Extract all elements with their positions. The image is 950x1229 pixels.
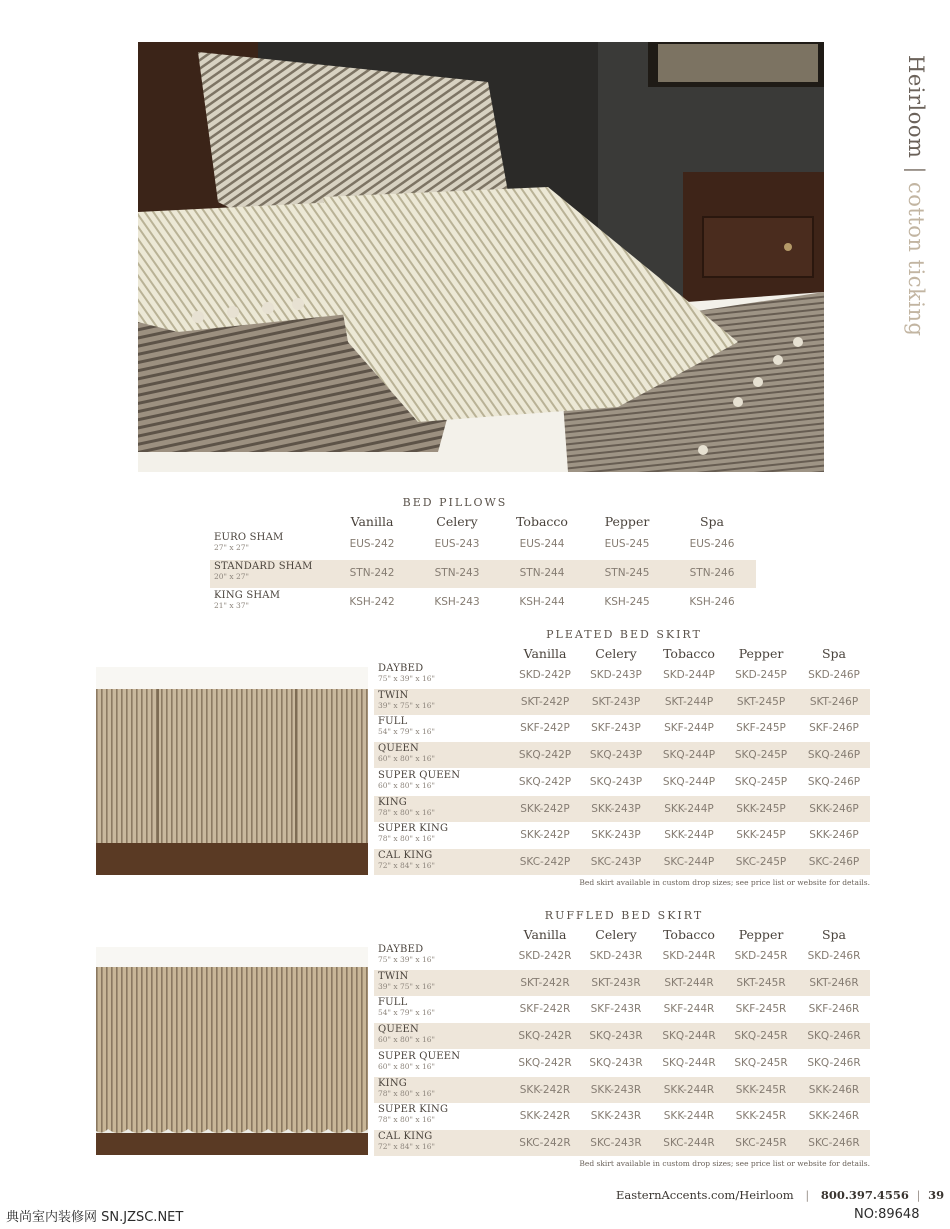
- section-title: RUFFLED BED SKIRT: [544, 909, 704, 922]
- column-header: Tobacco: [663, 646, 715, 661]
- size-name: CAL KING: [378, 849, 433, 861]
- sku-code: STN-245: [604, 567, 650, 579]
- sku-code: SKQ-242R: [518, 1056, 572, 1069]
- sku-code: SKK-246P: [809, 829, 859, 842]
- size-dimensions: 78" x 80" x 16": [378, 834, 435, 844]
- sku-code: SKQ-245R: [734, 1030, 788, 1043]
- sku-code: SKD-245R: [734, 950, 788, 962]
- sku-code: SKT-244R: [664, 976, 714, 989]
- size-dimensions: 60" x 80" x 16": [378, 1061, 435, 1071]
- sku-code: SKD-246R: [807, 950, 861, 962]
- size-dimensions: 39" x 75" x 16": [378, 981, 435, 991]
- sku-code: SKF-245R: [735, 1003, 787, 1016]
- side-title: [900, 55, 930, 337]
- sku-code: SKQ-244R: [662, 1030, 716, 1043]
- sku-code: SKK-245P: [736, 829, 786, 842]
- table-row: [374, 1050, 870, 1076]
- footer-separator: |: [805, 1188, 810, 1202]
- sku-code: EUS-246: [689, 538, 735, 550]
- size-name: TWIN: [378, 970, 409, 982]
- sku-code: KSH-242: [349, 596, 395, 608]
- sku-code: EUS-243: [434, 538, 480, 550]
- side-title-separator: |: [904, 166, 928, 174]
- size-name: SUPER QUEEN: [378, 1050, 461, 1062]
- sku-code: SKC-246P: [808, 855, 860, 868]
- column-header: Tobacco: [516, 514, 568, 529]
- sku-code: SKQ-243R: [589, 1056, 643, 1069]
- table-row: [374, 715, 870, 741]
- sku-code: SKT-243P: [591, 695, 641, 708]
- size-name: EURO SHAM: [214, 532, 284, 543]
- sku-code: SKK-245R: [735, 1110, 787, 1123]
- sku-code: SKQ-245P: [734, 749, 788, 762]
- sku-code: SKC-246R: [808, 1136, 860, 1149]
- section-title: BED PILLOWS: [402, 496, 508, 509]
- sku-code: SKQ-242P: [518, 775, 572, 788]
- sku-code: SKK-246R: [808, 1083, 860, 1096]
- table-row: [210, 531, 756, 559]
- sku-code: SKC-245P: [735, 855, 787, 868]
- sku-code: EUS-244: [519, 538, 565, 550]
- pleated-bed-skirt-photo: [96, 667, 368, 875]
- sku-code: SKK-243R: [590, 1083, 642, 1096]
- section-title: PLEATED BED SKIRT: [546, 628, 702, 641]
- bed-pillows-table: [210, 496, 756, 616]
- sku-code: SKT-245P: [736, 695, 786, 708]
- size-dimensions: 78" x 80" x 16": [378, 807, 435, 817]
- sku-code: SKK-244R: [663, 1110, 715, 1123]
- size-name: FULL: [378, 997, 408, 1009]
- sku-code: SKC-242P: [519, 855, 571, 868]
- sku-code: STN-244: [519, 567, 565, 579]
- size-dimensions: 20" x 27": [214, 572, 249, 581]
- sku-code: SKC-243P: [590, 855, 642, 868]
- size-dimensions: 78" x 80" x 16": [378, 1088, 435, 1098]
- sku-code: SKK-244P: [664, 802, 714, 815]
- sku-code: SKK-243R: [590, 1110, 642, 1123]
- table-row: [374, 970, 870, 996]
- column-header: Pepper: [738, 927, 784, 942]
- sku-code: EUS-242: [349, 538, 395, 550]
- sku-code: SKQ-244R: [662, 1056, 716, 1069]
- column-header: Celery: [436, 514, 478, 529]
- sku-code: SKC-244R: [663, 1136, 715, 1149]
- sku-code: SKQ-244P: [662, 749, 716, 762]
- sku-code: STN-243: [434, 567, 480, 579]
- size-name: SUPER KING: [378, 823, 449, 835]
- sku-code: KSH-245: [604, 596, 650, 608]
- sku-code: SKD-244R: [662, 950, 716, 962]
- custom-drop-note: Bed skirt available in custom drop sizes; see price list or website for details.: [579, 1159, 870, 1168]
- sku-code: SKC-245R: [735, 1136, 787, 1149]
- size-name: DAYBED: [378, 663, 424, 674]
- size-dimensions: 60" x 80" x 16": [378, 1035, 435, 1045]
- sku-code: SKQ-243P: [589, 775, 643, 788]
- size-dimensions: 27" x 27": [214, 543, 249, 552]
- size-name: SUPER QUEEN: [378, 769, 461, 781]
- table-row: [374, 742, 870, 768]
- size-dimensions: 54" x 79" x 16": [378, 1008, 435, 1018]
- sku-code: SKT-245R: [736, 976, 786, 989]
- sku-code: EUS-245: [604, 538, 650, 550]
- table-row: [374, 796, 870, 822]
- sku-code: SKD-244P: [663, 669, 715, 681]
- sku-code: SKQ-246R: [807, 1030, 861, 1043]
- table-row: [374, 996, 870, 1022]
- page-footer: [616, 1188, 945, 1202]
- sku-code: SKK-242P: [520, 802, 570, 815]
- sku-code: SKF-243R: [590, 1003, 642, 1016]
- size-dimensions: 72" x 84" x 16": [378, 1141, 435, 1151]
- sku-code: SKK-242R: [519, 1110, 571, 1123]
- sku-code: SKF-246R: [808, 1003, 860, 1016]
- sku-code: KSH-244: [519, 596, 565, 608]
- sku-code: SKT-244P: [664, 695, 714, 708]
- size-dimensions: 60" x 80" x 16": [378, 780, 435, 790]
- size-name: KING: [378, 796, 407, 808]
- sku-code: SKK-246P: [809, 802, 859, 815]
- sku-code: SKQ-242R: [518, 1030, 572, 1043]
- sku-code: SKD-243R: [589, 950, 643, 962]
- column-header: Spa: [821, 646, 847, 661]
- side-title-heading: Heirloom: [904, 55, 928, 159]
- size-name: KING: [378, 1077, 407, 1089]
- sku-code: SKK-244R: [663, 1083, 715, 1096]
- sku-code: SKK-246R: [808, 1110, 860, 1123]
- sku-code: SKF-246P: [809, 722, 859, 735]
- footer-separator: |: [916, 1188, 921, 1202]
- size-name: QUEEN: [378, 1024, 419, 1036]
- pleated-bed-skirt-table: [374, 628, 874, 890]
- sku-code: SKK-245R: [735, 1083, 787, 1096]
- size-name: DAYBED: [378, 944, 424, 955]
- hero-bedding-photo: [138, 42, 824, 472]
- phone-number: 800.397.4556: [820, 1188, 909, 1202]
- sku-code: SKC-242R: [519, 1136, 571, 1149]
- table-row: [374, 822, 870, 848]
- size-name: KING SHAM: [214, 590, 281, 601]
- sku-code: SKF-244P: [664, 722, 714, 735]
- sku-code: SKD-242R: [518, 950, 572, 962]
- sku-code: SKC-243R: [590, 1136, 642, 1149]
- size-dimensions: 39" x 75" x 16": [378, 700, 435, 710]
- sku-code: SKD-245P: [735, 669, 787, 681]
- size-name: CAL KING: [378, 1130, 433, 1142]
- size-dimensions: 75" x 39" x 16": [378, 955, 435, 964]
- sku-code: SKD-242P: [519, 669, 571, 681]
- size-dimensions: 72" x 84" x 16": [378, 860, 435, 870]
- sku-code: SKQ-246P: [807, 749, 861, 762]
- sku-code: SKF-242R: [519, 1003, 571, 1016]
- sku-code: SKK-242R: [519, 1083, 571, 1096]
- custom-drop-note: Bed skirt available in custom drop sizes; see price list or website for details.: [579, 878, 870, 887]
- sku-code: SKT-246R: [809, 976, 859, 989]
- column-header: Vanilla: [523, 927, 567, 942]
- sku-code: SKQ-242P: [518, 749, 572, 762]
- sku-code: KSH-243: [434, 596, 480, 608]
- size-name: STANDARD SHAM: [214, 561, 313, 572]
- sku-code: SKT-243R: [591, 976, 641, 989]
- size-dimensions: 54" x 79" x 16": [378, 727, 435, 737]
- table-row: [374, 769, 870, 795]
- table-row: [374, 1077, 870, 1103]
- table-row: [210, 589, 756, 617]
- table-row: [374, 943, 870, 969]
- ruffled-bed-skirt-table: [374, 909, 874, 1171]
- sku-code: SKQ-245R: [734, 1056, 788, 1069]
- table-row: [374, 689, 870, 715]
- column-header: Vanilla: [523, 646, 567, 661]
- sku-code: SKT-246P: [809, 695, 859, 708]
- sku-code: SKQ-246R: [807, 1056, 861, 1069]
- sku-code: SKQ-245P: [734, 775, 788, 788]
- size-name: QUEEN: [378, 743, 419, 755]
- size-name: FULL: [378, 716, 408, 728]
- sku-code: SKQ-243R: [589, 1030, 643, 1043]
- sku-code: SKD-246P: [808, 669, 860, 681]
- sku-code: SKQ-246P: [807, 775, 861, 788]
- sku-code: SKK-243P: [591, 829, 641, 842]
- column-header: Celery: [595, 927, 637, 942]
- sku-code: SKK-242P: [520, 829, 570, 842]
- sku-code: SKT-242R: [520, 976, 570, 989]
- size-dimensions: 75" x 39" x 16": [378, 674, 435, 683]
- sku-code: SKK-245P: [736, 802, 786, 815]
- sku-code: SKK-243P: [591, 802, 641, 815]
- website-link[interactable]: EasternAccents.com/Heirloom: [616, 1188, 794, 1202]
- table-row: [374, 1130, 870, 1156]
- sku-code: SKF-244R: [663, 1003, 715, 1016]
- sku-code: SKT-242P: [520, 695, 570, 708]
- sku-code: STN-246: [689, 567, 735, 579]
- table-row: [374, 849, 870, 875]
- size-name: TWIN: [378, 689, 409, 701]
- page-number: 39: [928, 1188, 945, 1202]
- table-row: [374, 1103, 870, 1129]
- side-title-subheading: cotton ticking: [904, 182, 928, 337]
- ruffled-bed-skirt-photo: [96, 947, 368, 1155]
- sku-code: SKQ-244P: [662, 775, 716, 788]
- sku-code: STN-242: [349, 567, 395, 579]
- column-header: Spa: [821, 927, 847, 942]
- watermark-right: NO:89648: [854, 1207, 920, 1222]
- size-dimensions: 60" x 80" x 16": [378, 754, 435, 764]
- sku-code: SKF-242P: [520, 722, 570, 735]
- size-name: SUPER KING: [378, 1104, 449, 1116]
- column-header: Celery: [595, 646, 637, 661]
- sku-code: SKQ-243P: [589, 749, 643, 762]
- column-header: Spa: [699, 514, 725, 529]
- sku-code: KSH-246: [689, 596, 735, 608]
- table-row: [374, 662, 870, 688]
- table-row: [374, 1023, 870, 1049]
- column-header: Pepper: [738, 646, 784, 661]
- column-header: Tobacco: [663, 927, 715, 942]
- sku-code: SKK-244P: [664, 829, 714, 842]
- sku-code: SKD-243P: [590, 669, 642, 681]
- watermark-left: 典尚室内装修网 SN.JZSC.NET: [6, 1210, 184, 1225]
- column-header: Pepper: [604, 514, 650, 529]
- sku-code: SKF-243P: [591, 722, 641, 735]
- sku-code: SKF-245P: [736, 722, 786, 735]
- column-header: Vanilla: [350, 514, 394, 529]
- size-dimensions: 78" x 80" x 16": [378, 1115, 435, 1125]
- sku-code: SKC-244P: [663, 855, 715, 868]
- table-row: [210, 560, 756, 588]
- size-dimensions: 21" x 37": [214, 601, 249, 610]
